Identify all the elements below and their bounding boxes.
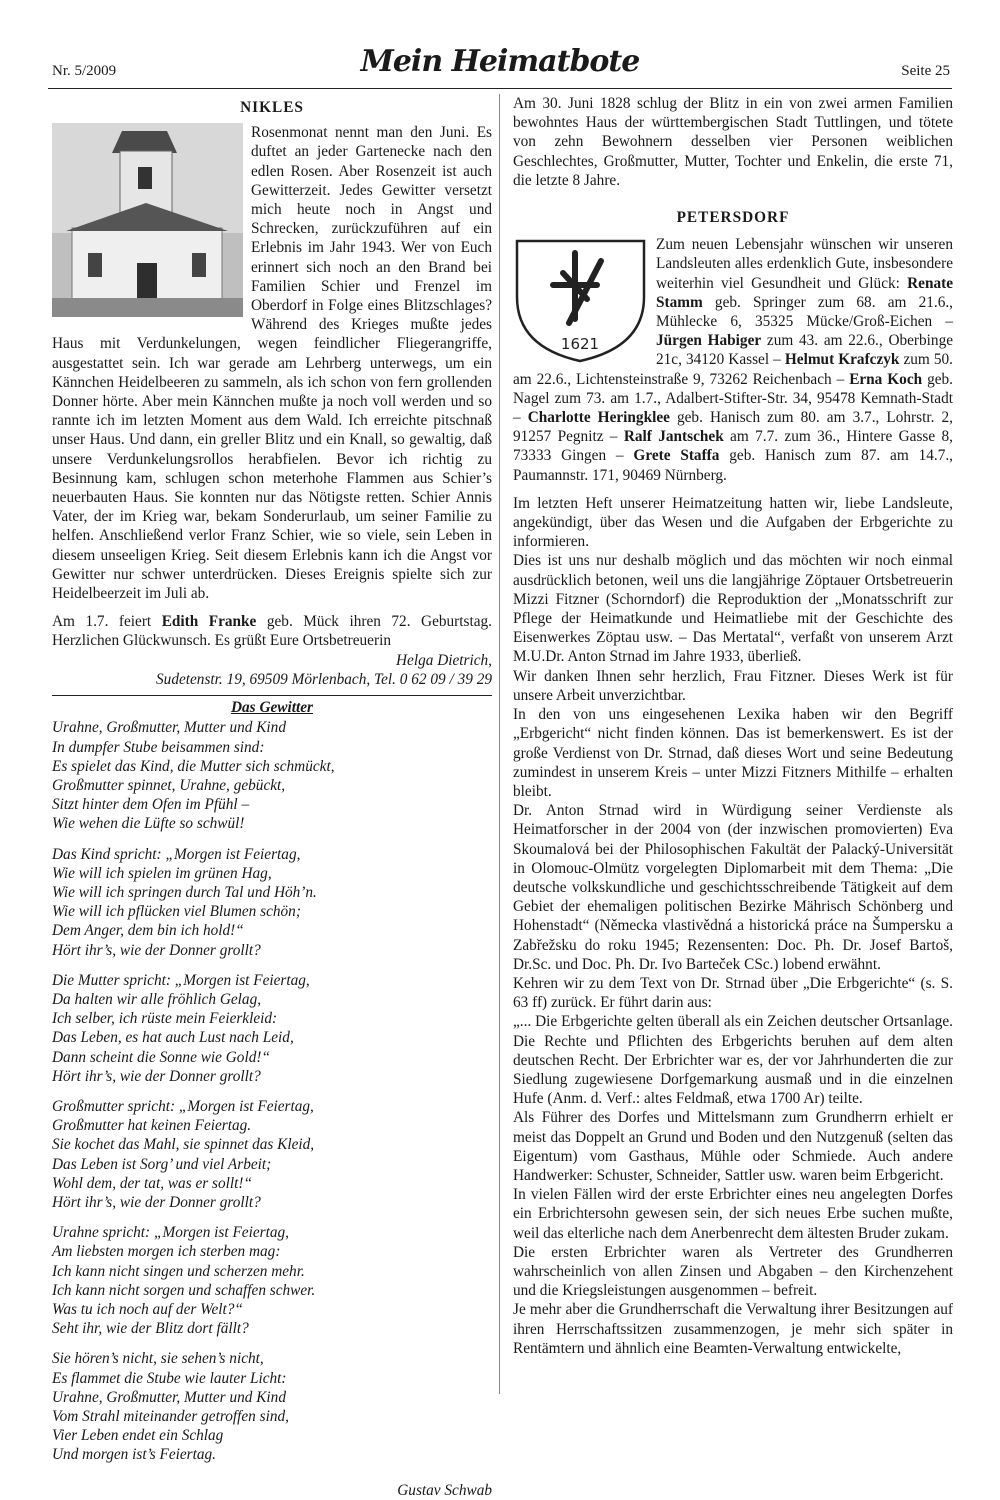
article-title-petersdorf: PETERSDORF	[676, 209, 790, 227]
poem-line: Sie kochet das Mahl, sie spinnet das Kleid,	[52, 1136, 315, 1154]
birthday-pre: Am 1.7. feiert	[52, 613, 162, 631]
poem-line: Es flammet die Stube wie lauter Licht:	[52, 1369, 287, 1387]
erbgericht-para: Im letzten Heft unserer Heimatzeitung hatten wir, liebe Landsleute, angekündigt, über das Wesen und die Aufgaben der Erbgerichte zu informieren.	[513, 494, 953, 551]
poem-line: Hört ihr’s, wie der Donner grollt?	[52, 941, 261, 959]
poem-line: Hört ihr’s, wie der Donner grollt?	[52, 1067, 261, 1085]
erbgericht-para: Als Führer des Dorfes und Mittelsmann zum Grundherrn erhielt er meist das Doppelt an Grund und Boden und den Nutzgenuß (selten das Eigentum) vom Gasthaus, Mühle oder Schmiede. Auch andere Handwerker: Schuster, Schneider, Sattler usw. waren beim Erbgericht.	[513, 1109, 953, 1184]
erbgericht-para: Die ersten Erbrichter waren als Vertreter des Grundherren wahrscheinlich von allen Zinsen und Abgaben – den Kirchenzehent und die Kriegsleistungen ausgenommen – befreit.	[513, 1243, 953, 1300]
poem-line: Großmutter spinnet, Urahne, gebückt,	[52, 776, 286, 794]
tuttlingen-note: Am 30. Juni 1828 schlug der Blitz in ein von zwei armen Familien bewohntes Haus der württembergischen Stadt Tuttlingen, und tötete von zehn Bewohnern desselben vier Personen weiblichen Geschlechtes, Großmutter, Mutter, Tochter und Enkelin, die erste 71, die letzte 8 Jahre.	[513, 95, 953, 189]
page-number: Seite 25	[901, 63, 950, 79]
birthday-post: geb. Mück ihren 72. Geburtstag. Herzlichen Glückwunsch. Es grüßt Eure Ortsbetreuerin	[52, 613, 492, 650]
poem-line: Dann scheint die Sonne wie Gold!“	[52, 1048, 270, 1066]
text-2: zum 43. am 22.6., Oberbinge 21c, 34120 Kassel –	[656, 332, 954, 369]
erbgericht-para: Kehren wir zu dem Text von Dr. Strnad über „Die Erbgerichte“ (s. S. 63 ff) zurück. Er führt darin aus:	[513, 974, 953, 1012]
text-5: geb. Hanisch zum 80. am 3.7., Lohrstr. 2, 91257 Pegnitz –	[513, 409, 953, 446]
article-title-nikles: NIKLES	[240, 99, 304, 116]
poem-line: Großmutter hat keinen Feiertag.	[52, 1117, 252, 1135]
header-rule	[48, 88, 952, 89]
poem-line: Seht ihr, wie der Blitz dort fällt?	[52, 1320, 249, 1338]
poem-line: Urahne, Großmutter, Mutter und Kind	[52, 719, 286, 737]
poem-line: In dumpfer Stube beisammen sind:	[52, 738, 265, 756]
poem-line: Das Leben, es hat auch Lust nach Leid,	[52, 1029, 294, 1047]
poem-line: Ich kann nicht sorgen und schaffen schwer.	[52, 1281, 316, 1299]
petersdorf-crest-icon	[513, 237, 648, 365]
right-column	[513, 94, 953, 1358]
erbgericht-para: Je mehr aber die Grundherrschaft die Verwaltung ihrer Besitzungen auf ihren Herrschaftssitzen zusammenzogen, je mehr sich später in Rentämtern und ähnlich eine Beamten-Verwaltung entwickelte,	[513, 1301, 953, 1357]
issue-number: Nr. 5/2009	[52, 63, 117, 79]
poem-line: Hört ihr’s, wie der Donner grollt?	[52, 1193, 261, 1211]
masthead-title: Mein Heimatbote	[360, 44, 640, 79]
erbgericht-para: „... Die Erbgerichte gelten überall als ein Zeichen deutscher Ortsanlage. Die Rechte und Pflichten des Erbgerichts beruhen auf dem alten deutschen Recht. Der Erbrichter war es, der vor Jahrhunderten die zur Siedlung zugewiesene Dorfgemarkung ausmaß und in die einzelnen Hufe (Anm. d. Verf.: altes Feldmaß, etwa 1700 Ar) teilte.	[513, 1013, 953, 1108]
poem-line: Da halten wir alle fröhlich Gelag,	[52, 990, 262, 1008]
name-5: Charlotte Heringklee	[527, 409, 670, 427]
poem-line: Großmutter spricht: „Morgen ist Feiertag,	[52, 1097, 314, 1115]
poem-author: Gustav Schwab	[397, 1481, 492, 1499]
poem-line: Vom Strahl miteinander getroffen sind,	[52, 1408, 289, 1425]
erbgericht-para: Dies ist uns nur deshalb möglich und das möchten wir noch einmal ausdrücklich betonen, weil uns die langjährige Zöptauer Ortsbetreuerin Mizzi Fitzner (Schorndorf) die Reproduktion der „Monatsschrift zur Pflege der Heimatkunde und Heimatliebe mit der Geschichte des Eisenwerkes Zöptau usw. – Das Mertatal“, verfaßt von unserem Arzt M.U.Dr. Anton Strnad im Jahre 1933, überließ.	[513, 552, 953, 666]
name-4: Erna Koch	[849, 370, 923, 388]
text-6: am 7.7. zum 36., Hintere Gasse 8, 73333 Gingen –	[513, 428, 953, 465]
signature-address: Sudetenstr. 19, 69509 Mörlenbach, Tel. 0 62 09 / 39 29	[156, 670, 492, 688]
birthday-name: Edith Franke	[161, 613, 257, 631]
text-3: zum 50. am 22.6., Lichtensteinstraße 9, 73262 Reichenbach –	[513, 351, 954, 388]
poem-stanza	[52, 845, 492, 960]
poem-line: Wie wehen die Lüfte so schwül!	[52, 815, 245, 833]
poem-stanza	[52, 1223, 492, 1338]
poem-line: Es spielet das Kind, die Mutter sich schmückt,	[52, 757, 335, 775]
poem-line: Ich selber, ich rüste mein Feierkleid:	[52, 1010, 278, 1028]
poem-line: Das Kind spricht: „Morgen ist Feiertag,	[52, 845, 301, 863]
name-3: Helmut Krafczyk	[784, 351, 900, 369]
poem-line: Wohl dem, der tat, was er sollt!“	[52, 1174, 253, 1192]
column-divider	[499, 94, 500, 1394]
crest-year: 1621	[560, 335, 600, 354]
church-photo	[52, 123, 243, 317]
name-1: Renate Stamm	[656, 274, 953, 311]
name-2: Jürgen Habiger	[656, 332, 762, 350]
poem-stanza	[52, 1097, 492, 1212]
poem-line: Und morgen ist’s Feiertag.	[52, 1446, 217, 1464]
poem-line: Wie will ich springen durch Tal und Höh’n.	[52, 883, 317, 901]
left-column	[52, 94, 492, 1500]
poem-line: Sie hören’s nicht, sie sehen’s nicht,	[52, 1350, 264, 1368]
poem-stanza	[52, 971, 492, 1086]
text-4: geb. Nagel zum 73. am 1.7., Adalbert-Stifter-Str. 34, 95478 Kemnath-Stadt –	[513, 370, 953, 427]
birthday-note	[52, 612, 492, 650]
poem-stanza	[52, 718, 492, 833]
erbgericht-para: In den von uns eingesehenen Lexika haben wir den Begriff „Erbgericht“ nicht finden können. Das ist bemerkenswert. Es ist der große Verdienst von Dr. Strnad, daß dieses Wort und seine Bedeutung zumindest in unserem Kreis – unter Mizzi Fitzners Mithilfe – erhalten bleibt.	[513, 706, 953, 800]
name-7: Grete Staffa	[633, 447, 720, 465]
poem-line: Wie will ich pflücken viel Blumen schön;	[52, 903, 301, 921]
signature-name: Helga Dietrich,	[395, 651, 492, 669]
erbgericht-para: In vielen Fällen wird der erste Erbrichter eines neu angelegten Dorfes ein Erbrichtersohn gewesen sein, der sich neues Erbe suchen mußte, weil das elterliche nach dem Anerbenrecht dem ältesten Bruder zukam.	[513, 1186, 953, 1242]
poem-line: Die Mutter spricht: „Morgen ist Feiertag,	[52, 971, 310, 989]
poem-line: Wie will ich spielen im grünen Hag,	[52, 864, 272, 882]
poem-line: Was tu ich noch auf der Welt?“	[52, 1300, 243, 1318]
section-rule	[52, 695, 492, 696]
erbgericht-para: Dr. Anton Strnad wird in Würdigung seiner Verdienste als Heimatforscher in der 2004 von (der inzwischen promovierten) Eva Skoumalová bei der Philosophischen Fakultät der Palacký-Universität in Olomouc-Olmütz vorgelegten Diplomarbeit mit dem Thema: „Die deutsche volkskundliche und geschichtsschreibende Tätigkeit auf dem Gebiet der ehemaligen politischen Bezirke Mährisch Schönberg und Hohenstadt“ (Německa vlastivědná a historická práce na Šumpersku a Zabřežsku do roku 1945; Rezensenten: Doc. Ph. Dr. Josef Bartoš, Dr.Sc. und Doc. Ph. Dr. Ivo Barteček CSc.) lobend erwähnt.	[513, 802, 953, 973]
text-7: geb. Hanisch zum 87. am 14.7., Paumannstr. 171, 90469 Nürnberg.	[513, 447, 953, 484]
nikles-story: Rosenmonat nennt man den Juni. Es duftet an jeder Gartenecke nach den edlen Rosen. Aber Rosenzeit ist auch Gewitterzeit. Jedes Gewitter versetzt mich heute noch in Angst und Schrecken, zurückzuführen auf ein Erlebnis im Jahr 1943. Wer von Euch erinnert sich noch an den Brand bei Familien Schier und Frenzel im Oberdorf in Folge eines Blitzschlages? Während des Krieges mußte jedes Haus mit Verdunkelungen, wegen feindlicher Fliegerangriffe, ausgestattet sein. Ich war gerade am Lehrberg unterwegs, um ein Kännchen Heidelbeeren zu sammeln, als ich schon von fern grollenden Donner hörte. Aber mein Kännchen mußte ja noch voll werden und so rannte ich im letzten Moment aus dem Wald. Ich erreichte pitschnaß unser Haus. Und dann, ein greller Blitz und ein Knall, so gewaltig, daß unsere Verdunkelungsrollos herabfielen. Bevor ich richtig zu Besinnung kam, schlugen schon meterhohe Flammen aus Schier’s neuerbauten Haus. Sie konnten nur das Nötigste retten. Schier Annis Vater, der im Krieg war, bekam Sonderurlaub, um seiner Familie zu helfen. Anschließend verlor Franz Schier, wie so viele, sein Leben in diesem unseeligen Krieg. Seit diesem Erlebnis kann ich die Angst vor Gewitter nur schwer unterdrücken. Dieses Ereignis spielte sich zur Heidelbeerzeit im Juli ab.	[52, 124, 492, 603]
erbgericht-para: Wir danken Ihnen sehr herzlich, Frau Fitzner. Dieses Werk ist für unsere Arbeit unverzichtbar.	[513, 667, 953, 704]
greet-intro: Zum neuen Lebensjahr wünschen wir unseren Landsleuten alles erdenklich Gute, insbesondere weiterhin viel Gesundheit und Glück:	[656, 236, 953, 292]
poem-line: Ich kann nicht singen und scherzen mehr.	[52, 1262, 305, 1280]
poem-line: Urahne spricht: „Morgen ist Feiertag,	[52, 1224, 289, 1242]
poem-stanza	[52, 1349, 492, 1464]
poem-line: Am liebsten morgen ich sterben mag:	[52, 1243, 281, 1261]
poem-title: Das Gewitter	[230, 699, 313, 717]
name-6: Ralf Jantschek	[623, 428, 724, 446]
text-1: geb. Springer zum 68. am 21.6., Mühlecke 6, 35325 Mücke/Groß-Eichen –	[656, 293, 953, 331]
poem-line: Vier Leben endet ein Schlag	[52, 1427, 224, 1445]
poem-line: Dem Anger, dem bin ich hold!“	[52, 922, 244, 940]
poem-line: Sitzt hinter dem Ofen im Pfühl –	[52, 796, 250, 814]
poem	[52, 718, 492, 1464]
poem-line: Das Leben ist Sorg’ und viel Arbeit;	[52, 1155, 272, 1173]
poem-line: Urahne, Großmutter, Mutter und Kind	[52, 1388, 286, 1406]
